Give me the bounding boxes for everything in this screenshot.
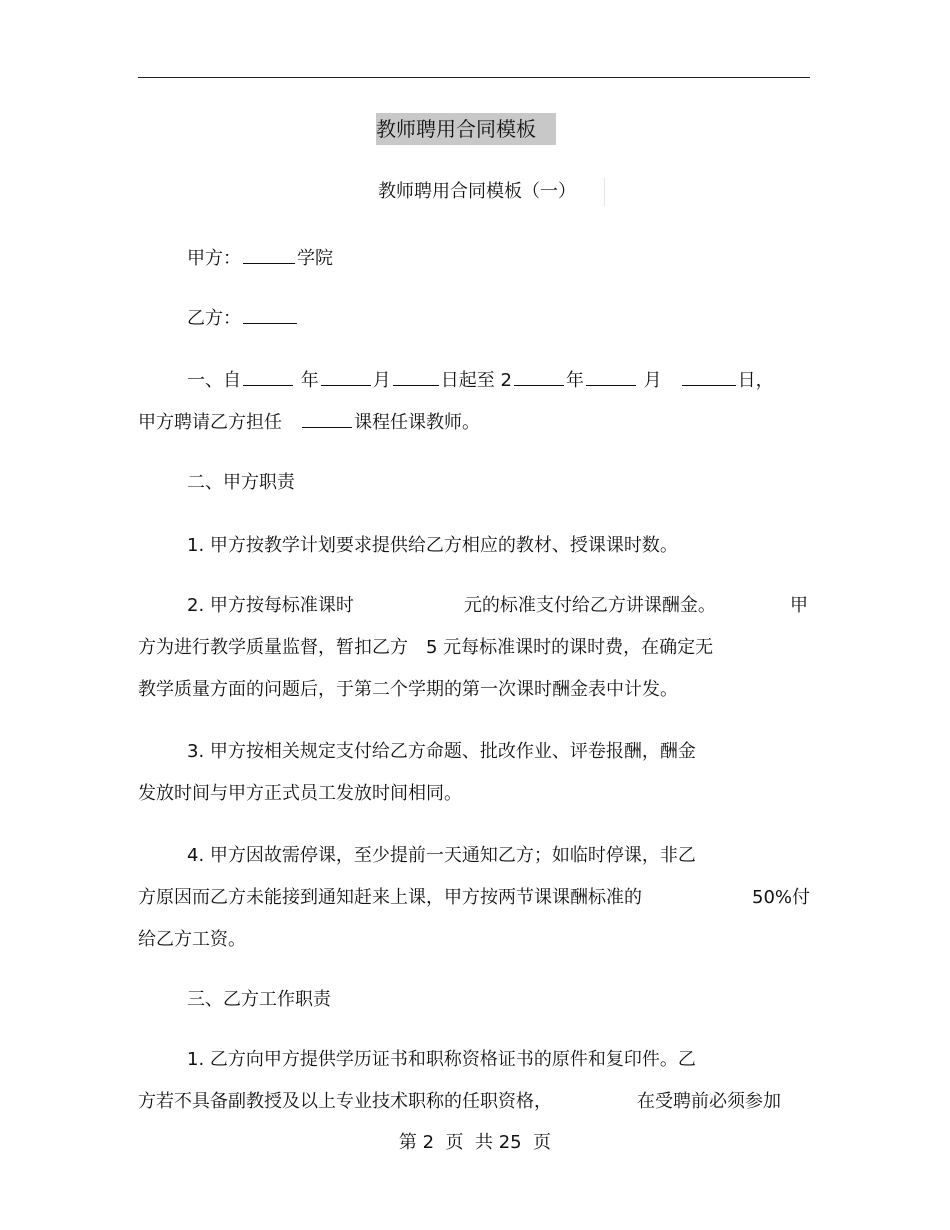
blank-field bbox=[243, 367, 293, 386]
clause-text bbox=[187, 593, 716, 619]
document-subtitle: 教师聘用合同模板（一） bbox=[378, 178, 605, 206]
blank-field bbox=[682, 367, 736, 386]
clause-text: 方为进行教学质量监督，暂扣乙方 5 元每标准课时的课时费，在确定无 bbox=[138, 637, 714, 658]
term-text: 年 bbox=[565, 370, 584, 391]
section-heading: 二、甲方职责 bbox=[187, 472, 295, 493]
party-b-label: 乙方： bbox=[187, 308, 241, 329]
clause-text: 1. 乙方向甲方提供学历证书和职称资格证书的原件和复印件。乙 bbox=[187, 1049, 696, 1070]
clause-text: 1. 甲方按教学计划要求提供给乙方相应的教材、授课课时数。 bbox=[187, 535, 678, 556]
blank-field bbox=[514, 367, 564, 386]
party-a-line bbox=[187, 245, 333, 272]
clause-text: 4. 甲方因故需停课，至少提前一天通知乙方；如临时停课，非乙 bbox=[187, 845, 696, 866]
blank-field bbox=[586, 367, 636, 386]
section-heading: 三、乙方工作职责 bbox=[187, 989, 331, 1010]
term-text: 日起至 2 bbox=[440, 370, 512, 391]
party-a-suffix: 学院 bbox=[297, 248, 333, 269]
blank-field bbox=[243, 305, 297, 324]
blank-field bbox=[393, 367, 439, 386]
party-a-label: 甲方： bbox=[187, 248, 241, 269]
party-b-line bbox=[187, 305, 299, 332]
term-text: 甲方聘请乙方担任 bbox=[138, 412, 282, 433]
term-line-1 bbox=[187, 367, 774, 394]
clause-text: 方原因而乙方未能接到通知赶来上课，甲方按两节课课酬标准的 bbox=[138, 887, 642, 908]
term-text: 年 bbox=[300, 370, 319, 391]
clause-text: 方若不具备副教授及以上专业技术职称的任职资格， bbox=[138, 1091, 552, 1112]
term-text: 课程任课教师。 bbox=[354, 412, 480, 433]
term-text: 月 bbox=[372, 370, 391, 391]
clause-text: 给乙方工资。 bbox=[138, 929, 246, 950]
clause-text: 3. 甲方按相关规定支付给乙方命题、批改作业、评卷报酬，酬金 bbox=[187, 741, 696, 762]
term-line-2 bbox=[138, 409, 480, 436]
clause-fragment: 50%付 bbox=[752, 887, 811, 908]
document-title: 教师聘用合同模板 bbox=[376, 113, 556, 145]
clause-text: 发放时间与甲方正式员工发放时间相同。 bbox=[138, 783, 462, 804]
clause-fragment: 在受聘前必须参加 bbox=[637, 1091, 781, 1112]
term-text: 日， bbox=[737, 370, 774, 391]
clause-text: 教学质量方面的问题后，于第二个学期的第一次课时酬金表中计发。 bbox=[138, 679, 678, 700]
blank-field bbox=[302, 409, 352, 428]
header-rule bbox=[138, 77, 810, 78]
clause-fragment: 2. 甲方按每标准课时 bbox=[187, 595, 354, 616]
term-text: 月 bbox=[643, 370, 662, 391]
page-number: 第 2 页 共 25 页 bbox=[398, 1132, 552, 1153]
blank-field bbox=[321, 367, 371, 386]
blank-field bbox=[243, 245, 295, 264]
clause-fragment: 甲 bbox=[790, 595, 808, 616]
term-text: 一、自 bbox=[187, 370, 241, 391]
clause-fragment: 元的标准支付给乙方讲课酬金。 bbox=[463, 595, 716, 616]
